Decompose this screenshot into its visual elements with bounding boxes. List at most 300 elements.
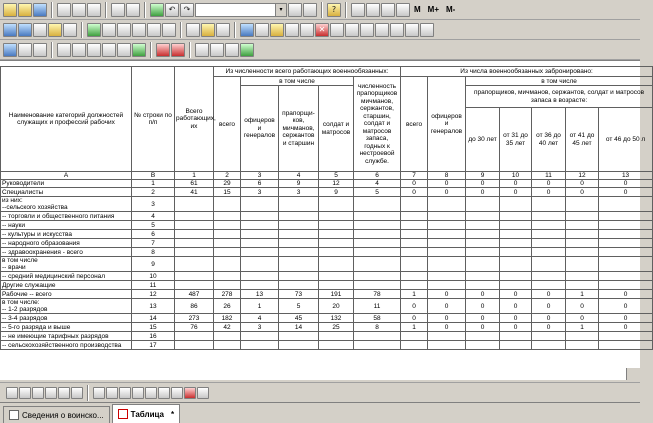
- table-cell[interactable]: [532, 248, 566, 257]
- index-cell[interactable]: 1: [175, 172, 214, 180]
- table-cell[interactable]: [532, 230, 566, 239]
- view-icon[interactable]: [216, 23, 230, 37]
- table-cell[interactable]: [566, 230, 599, 239]
- bracket-left-icon[interactable]: [106, 387, 118, 399]
- memory-button[interactable]: M: [414, 5, 421, 14]
- index-cell[interactable]: 13: [599, 172, 653, 180]
- table-cell[interactable]: [354, 341, 401, 350]
- table-cell[interactable]: 12: [319, 180, 354, 188]
- index-cell[interactable]: 8: [428, 172, 466, 180]
- table-cell[interactable]: 15: [132, 323, 175, 332]
- table-cell[interactable]: [279, 239, 319, 248]
- row-label[interactable]: Руководители: [1, 180, 132, 188]
- index-cell[interactable]: 2: [214, 172, 241, 180]
- table-cell[interactable]: 0: [532, 314, 566, 323]
- table-cell[interactable]: 11: [354, 299, 401, 314]
- sheet3-icon[interactable]: [33, 43, 47, 57]
- table-cell[interactable]: [319, 341, 354, 350]
- table-cell[interactable]: [319, 281, 354, 290]
- table-cell[interactable]: [279, 197, 319, 212]
- table-cell[interactable]: [566, 332, 599, 341]
- table-cell[interactable]: [466, 197, 500, 212]
- table-cell[interactable]: [319, 248, 354, 257]
- table-cell[interactable]: 0: [500, 314, 532, 323]
- table-split-icon[interactable]: [171, 387, 183, 399]
- table-cell[interactable]: [466, 332, 500, 341]
- table-cell[interactable]: [466, 221, 500, 230]
- settings-icon[interactable]: [375, 23, 389, 37]
- row-label[interactable]: -- средний медицинский персонал: [1, 272, 132, 281]
- table-cell[interactable]: 0: [500, 299, 532, 314]
- row-label[interactable]: -- науки: [1, 221, 132, 230]
- table-cell[interactable]: [428, 332, 466, 341]
- table-cell[interactable]: [466, 212, 500, 221]
- table-cell[interactable]: 1: [401, 323, 428, 332]
- table-cell[interactable]: 4: [132, 212, 175, 221]
- table-cell[interactable]: [175, 341, 214, 350]
- table-cell[interactable]: [428, 239, 466, 248]
- table-cell[interactable]: [241, 197, 279, 212]
- table-cell[interactable]: 7: [132, 239, 175, 248]
- folder-icon[interactable]: [48, 23, 62, 37]
- table-cell[interactable]: [532, 272, 566, 281]
- save-icon[interactable]: [33, 3, 47, 17]
- table-cell[interactable]: [532, 239, 566, 248]
- draw-text-icon[interactable]: [32, 387, 44, 399]
- row-label[interactable]: в том числе -- врачи: [1, 257, 132, 272]
- table-cell[interactable]: [214, 239, 241, 248]
- table-cell[interactable]: 16: [132, 332, 175, 341]
- table-cell[interactable]: 0: [532, 180, 566, 188]
- table-cell[interactable]: [354, 239, 401, 248]
- table-cell[interactable]: [214, 221, 241, 230]
- table-cell[interactable]: 0: [566, 180, 599, 188]
- table-cell[interactable]: [319, 212, 354, 221]
- row-icon[interactable]: [132, 387, 144, 399]
- table-cell[interactable]: [354, 272, 401, 281]
- memory-minus-button[interactable]: M-: [446, 5, 456, 14]
- table-cell[interactable]: 11: [132, 281, 175, 290]
- table-cell[interactable]: 0: [466, 188, 500, 197]
- row-label[interactable]: -- не имеющие тарифных разрядов: [1, 332, 132, 341]
- draw-line-icon[interactable]: [6, 387, 18, 399]
- print-preview-icon[interactable]: [126, 3, 140, 17]
- table-cell[interactable]: [401, 341, 428, 350]
- table-cell[interactable]: [599, 272, 653, 281]
- table-cell[interactable]: [175, 332, 214, 341]
- table-cell[interactable]: 41: [175, 188, 214, 197]
- table-cell[interactable]: 0: [401, 188, 428, 197]
- table-cell[interactable]: [599, 257, 653, 272]
- table-cell[interactable]: 5: [279, 299, 319, 314]
- table-cell[interactable]: [175, 281, 214, 290]
- table-cell[interactable]: 0: [532, 188, 566, 197]
- table-cell[interactable]: 0: [428, 290, 466, 299]
- layout-icon[interactable]: [420, 23, 434, 37]
- table-cell[interactable]: 1: [241, 299, 279, 314]
- grid-icon[interactable]: [366, 3, 380, 17]
- chart3-icon[interactable]: [87, 43, 101, 57]
- table-cell[interactable]: [354, 212, 401, 221]
- tab-form[interactable]: [3, 406, 110, 423]
- table-cell[interactable]: [500, 281, 532, 290]
- table-cell[interactable]: [599, 248, 653, 257]
- table-cell[interactable]: [279, 257, 319, 272]
- table-cell[interactable]: 0: [599, 290, 653, 299]
- table-cell[interactable]: 4: [241, 314, 279, 323]
- undo-icon[interactable]: ↶: [165, 3, 179, 17]
- table-cell[interactable]: [566, 272, 599, 281]
- table-cell[interactable]: 0: [401, 314, 428, 323]
- table-cell[interactable]: [599, 332, 653, 341]
- table-cell[interactable]: [466, 248, 500, 257]
- table-cell[interactable]: [401, 281, 428, 290]
- filter-icon[interactable]: [330, 23, 344, 37]
- sheet2-icon[interactable]: [18, 43, 32, 57]
- table-cell[interactable]: 76: [175, 323, 214, 332]
- table-cell[interactable]: 0: [428, 323, 466, 332]
- table-cell[interactable]: [354, 230, 401, 239]
- table-grid-icon[interactable]: [225, 43, 239, 57]
- table-cell[interactable]: [354, 281, 401, 290]
- table-cell[interactable]: [500, 248, 532, 257]
- table-cell[interactable]: [214, 341, 241, 350]
- memory-icon[interactable]: [396, 3, 410, 17]
- table-cell[interactable]: 78: [354, 290, 401, 299]
- row-label[interactable]: -- народного образования: [1, 239, 132, 248]
- table-cell[interactable]: [279, 281, 319, 290]
- table-cell[interactable]: [175, 197, 214, 212]
- image-icon[interactable]: [345, 23, 359, 37]
- table-cell[interactable]: [428, 212, 466, 221]
- table-cell[interactable]: [241, 212, 279, 221]
- table-cell[interactable]: [354, 257, 401, 272]
- table-cell[interactable]: 0: [566, 299, 599, 314]
- table-add-icon[interactable]: [145, 387, 157, 399]
- table-icon[interactable]: [3, 23, 17, 37]
- table-cell[interactable]: [401, 230, 428, 239]
- row-label[interactable]: -- сельскохозяйственного производства: [1, 341, 132, 350]
- table-cell[interactable]: 5: [354, 188, 401, 197]
- table-cell[interactable]: [214, 212, 241, 221]
- table-cell[interactable]: [175, 248, 214, 257]
- row-label[interactable]: Рабочие -- всего: [1, 290, 132, 299]
- table-cell[interactable]: [428, 221, 466, 230]
- table-cell[interactable]: [500, 212, 532, 221]
- table-cell[interactable]: 0: [466, 314, 500, 323]
- check-icon[interactable]: [87, 23, 101, 37]
- table-cell[interactable]: [401, 257, 428, 272]
- table-cell[interactable]: 29: [214, 180, 241, 188]
- notes-icon[interactable]: [381, 3, 395, 17]
- index-cell[interactable]: 9: [466, 172, 500, 180]
- table-cell[interactable]: 0: [466, 299, 500, 314]
- row-insert-icon[interactable]: [33, 23, 47, 37]
- paste-icon[interactable]: [87, 3, 101, 17]
- table-cell[interactable]: 58: [354, 314, 401, 323]
- chart-bar-icon[interactable]: [57, 43, 71, 57]
- table-cell[interactable]: 13: [132, 299, 175, 314]
- table-cell[interactable]: [500, 272, 532, 281]
- spreadsheet-grid[interactable]: [0, 60, 646, 380]
- table-cell[interactable]: [401, 332, 428, 341]
- close-icon[interactable]: ✕: [315, 23, 329, 37]
- table-cell[interactable]: 3: [241, 188, 279, 197]
- draw-rect-icon[interactable]: [19, 387, 31, 399]
- table-cell[interactable]: 20: [319, 299, 354, 314]
- table-cell[interactable]: 4: [354, 180, 401, 188]
- report-icon[interactable]: [147, 23, 161, 37]
- table-cell[interactable]: 0: [428, 314, 466, 323]
- table-cell[interactable]: [241, 239, 279, 248]
- export-icon[interactable]: [117, 23, 131, 37]
- sum-icon[interactable]: [162, 23, 176, 37]
- zoom-icon[interactable]: [360, 23, 374, 37]
- table-cell[interactable]: 182: [214, 314, 241, 323]
- table-cell[interactable]: [214, 248, 241, 257]
- index-cell[interactable]: 10: [500, 172, 532, 180]
- table-cell[interactable]: 487: [175, 290, 214, 299]
- tab-table[interactable]: [112, 404, 180, 423]
- table-cell[interactable]: 8: [132, 248, 175, 257]
- table-cell[interactable]: 9: [132, 257, 175, 272]
- table-cell[interactable]: [566, 197, 599, 212]
- table-cell[interactable]: [241, 332, 279, 341]
- table-cell[interactable]: 13: [241, 290, 279, 299]
- document-icon[interactable]: [186, 23, 200, 37]
- cut-icon[interactable]: [57, 3, 71, 17]
- table-cell[interactable]: [500, 332, 532, 341]
- row-label[interactable]: -- культуры и искусства: [1, 230, 132, 239]
- table-cell[interactable]: 12: [132, 290, 175, 299]
- table-cell[interactable]: 278: [214, 290, 241, 299]
- table-cell[interactable]: 6: [241, 180, 279, 188]
- table-cell[interactable]: [466, 341, 500, 350]
- table-cell[interactable]: 5: [132, 221, 175, 230]
- table-cell[interactable]: 0: [599, 180, 653, 188]
- table-cell[interactable]: 0: [500, 188, 532, 197]
- table-cell[interactable]: [401, 248, 428, 257]
- table-cell[interactable]: [175, 272, 214, 281]
- table-cell[interactable]: [566, 221, 599, 230]
- table-cell[interactable]: [319, 332, 354, 341]
- row-label[interactable]: -- здравоохранения - всего: [1, 248, 132, 257]
- table-cell[interactable]: 45: [279, 314, 319, 323]
- table-cell[interactable]: 0: [466, 180, 500, 188]
- table-cell[interactable]: [599, 221, 653, 230]
- pointer-icon[interactable]: [93, 387, 105, 399]
- new-document-icon[interactable]: [3, 3, 17, 17]
- table-cell[interactable]: 273: [175, 314, 214, 323]
- table-cell[interactable]: [428, 272, 466, 281]
- chart2-icon[interactable]: [72, 43, 86, 57]
- index-cell[interactable]: 4: [279, 172, 319, 180]
- table-cell[interactable]: [319, 197, 354, 212]
- sheet-icon[interactable]: [3, 43, 17, 57]
- table-cell[interactable]: 1: [401, 290, 428, 299]
- table-cell[interactable]: [466, 239, 500, 248]
- index-cell[interactable]: 5: [319, 172, 354, 180]
- table-cell[interactable]: [175, 221, 214, 230]
- columns-icon[interactable]: [351, 3, 365, 17]
- table-cell[interactable]: [175, 212, 214, 221]
- table-cell[interactable]: [354, 332, 401, 341]
- table-cell[interactable]: [532, 341, 566, 350]
- table-cell[interactable]: [532, 197, 566, 212]
- table-cell[interactable]: [532, 212, 566, 221]
- table-cell[interactable]: [532, 332, 566, 341]
- table-cell[interactable]: [466, 230, 500, 239]
- table-cell[interactable]: [428, 248, 466, 257]
- table-cell[interactable]: [599, 197, 653, 212]
- index-cell[interactable]: В: [132, 172, 175, 180]
- merge-icon[interactable]: [197, 387, 209, 399]
- table-cell[interactable]: [214, 230, 241, 239]
- table-cell[interactable]: [500, 341, 532, 350]
- table-cell[interactable]: [566, 257, 599, 272]
- table-cell[interactable]: [354, 221, 401, 230]
- chart4-icon[interactable]: [102, 43, 116, 57]
- delete-icon[interactable]: [184, 387, 196, 399]
- table-cell[interactable]: 25: [319, 323, 354, 332]
- table-cell[interactable]: [214, 281, 241, 290]
- table-cell[interactable]: [532, 257, 566, 272]
- table-cell[interactable]: 26: [214, 299, 241, 314]
- row-label[interactable]: Специалисты: [1, 188, 132, 197]
- table-cell[interactable]: 1: [566, 323, 599, 332]
- draw-fill-icon[interactable]: [58, 387, 70, 399]
- table-cell[interactable]: 61: [175, 180, 214, 188]
- index-cell[interactable]: 3: [241, 172, 279, 180]
- table-cell[interactable]: [599, 212, 653, 221]
- window-icon[interactable]: [390, 23, 404, 37]
- draw-image-icon[interactable]: [71, 387, 83, 399]
- table-cell[interactable]: [279, 332, 319, 341]
- table-cell[interactable]: 3: [132, 197, 175, 212]
- table-cell[interactable]: 191: [319, 290, 354, 299]
- table-cell[interactable]: 0: [500, 180, 532, 188]
- form-icon[interactable]: [18, 23, 32, 37]
- play-icon[interactable]: [156, 43, 170, 57]
- table-cell[interactable]: 0: [599, 299, 653, 314]
- table-cell[interactable]: 0: [466, 290, 500, 299]
- table-cell[interactable]: [428, 230, 466, 239]
- cards-icon[interactable]: [300, 23, 314, 37]
- index-cell[interactable]: 11: [532, 172, 566, 180]
- table-cell[interactable]: [401, 272, 428, 281]
- table-cell[interactable]: [319, 221, 354, 230]
- index-cell[interactable]: А: [1, 172, 132, 180]
- import-icon[interactable]: [102, 23, 116, 37]
- find-next-icon[interactable]: [303, 3, 317, 17]
- table-cell[interactable]: 0: [532, 290, 566, 299]
- people-icon[interactable]: [240, 23, 254, 37]
- redo-icon[interactable]: ↷: [180, 3, 194, 17]
- table-cell[interactable]: [599, 230, 653, 239]
- table-cell[interactable]: [241, 248, 279, 257]
- index-cell[interactable]: 7: [401, 172, 428, 180]
- copy-icon[interactable]: [72, 3, 86, 17]
- card-icon[interactable]: [255, 23, 269, 37]
- open-folder-icon[interactable]: [18, 3, 32, 17]
- table-cell[interactable]: 0: [599, 314, 653, 323]
- table-view-icon[interactable]: [195, 43, 209, 57]
- table-cell[interactable]: [354, 197, 401, 212]
- table-cell[interactable]: 14: [132, 314, 175, 323]
- bracket-right-icon[interactable]: [119, 387, 131, 399]
- table-cell[interactable]: [566, 281, 599, 290]
- table-cell[interactable]: [279, 272, 319, 281]
- row-label[interactable]: Другие служащие: [1, 281, 132, 290]
- row-label[interactable]: -- 3-4 разрядов: [1, 314, 132, 323]
- split-icon[interactable]: [405, 23, 419, 37]
- table-cell[interactable]: 0: [500, 290, 532, 299]
- table-edit-icon[interactable]: [210, 43, 224, 57]
- table-cell[interactable]: 6: [132, 230, 175, 239]
- table-cell[interactable]: [241, 230, 279, 239]
- table-cell[interactable]: [241, 281, 279, 290]
- table-cell[interactable]: [401, 212, 428, 221]
- table-cell[interactable]: [279, 212, 319, 221]
- table-cell[interactable]: 15: [214, 188, 241, 197]
- face-icon[interactable]: [270, 23, 284, 37]
- table-cell[interactable]: [500, 230, 532, 239]
- table-cell[interactable]: 9: [319, 188, 354, 197]
- book-green-icon[interactable]: [132, 43, 146, 57]
- chevron-down-icon[interactable]: ▾: [275, 4, 286, 16]
- table-cell[interactable]: [241, 257, 279, 272]
- table-cell[interactable]: [175, 239, 214, 248]
- table-cell[interactable]: [279, 248, 319, 257]
- table-cell[interactable]: [241, 272, 279, 281]
- table-cell[interactable]: [466, 281, 500, 290]
- row-label[interactable]: -- торговли и общественного питания: [1, 212, 132, 221]
- table-cell[interactable]: 73: [279, 290, 319, 299]
- find-icon[interactable]: [288, 3, 302, 17]
- draw-box-icon[interactable]: [45, 387, 57, 399]
- table-cell[interactable]: 42: [214, 323, 241, 332]
- table-cell[interactable]: [241, 341, 279, 350]
- row-label[interactable]: из них: --сельского хозяйства: [1, 197, 132, 212]
- table-cell[interactable]: [466, 257, 500, 272]
- table-cell[interactable]: [319, 272, 354, 281]
- table-cell[interactable]: [319, 230, 354, 239]
- table-cell[interactable]: 1: [132, 180, 175, 188]
- table-cell[interactable]: [319, 239, 354, 248]
- fast-forward-icon[interactable]: [171, 43, 185, 57]
- table-cell[interactable]: [175, 230, 214, 239]
- table-cell[interactable]: [428, 257, 466, 272]
- table-cell[interactable]: [214, 272, 241, 281]
- row-label[interactable]: в том числе: -- 1-2 разрядов: [1, 299, 132, 314]
- calc-icon[interactable]: [63, 23, 77, 37]
- table-cell[interactable]: 0: [428, 188, 466, 197]
- table-cell[interactable]: 0: [401, 180, 428, 188]
- table-cell[interactable]: [428, 341, 466, 350]
- table-cell[interactable]: [532, 281, 566, 290]
- table-cell[interactable]: 0: [466, 323, 500, 332]
- table-cell[interactable]: 0: [566, 314, 599, 323]
- table-cell[interactable]: [401, 197, 428, 212]
- table-cell[interactable]: [566, 341, 599, 350]
- table-cell[interactable]: [466, 272, 500, 281]
- row-label[interactable]: -- 5-го разряда и выше: [1, 323, 132, 332]
- table-cell[interactable]: 0: [401, 299, 428, 314]
- table-cell[interactable]: [599, 239, 653, 248]
- table-cell[interactable]: 0: [599, 323, 653, 332]
- chart5-icon[interactable]: [117, 43, 131, 57]
- table-remove-icon[interactable]: [158, 387, 170, 399]
